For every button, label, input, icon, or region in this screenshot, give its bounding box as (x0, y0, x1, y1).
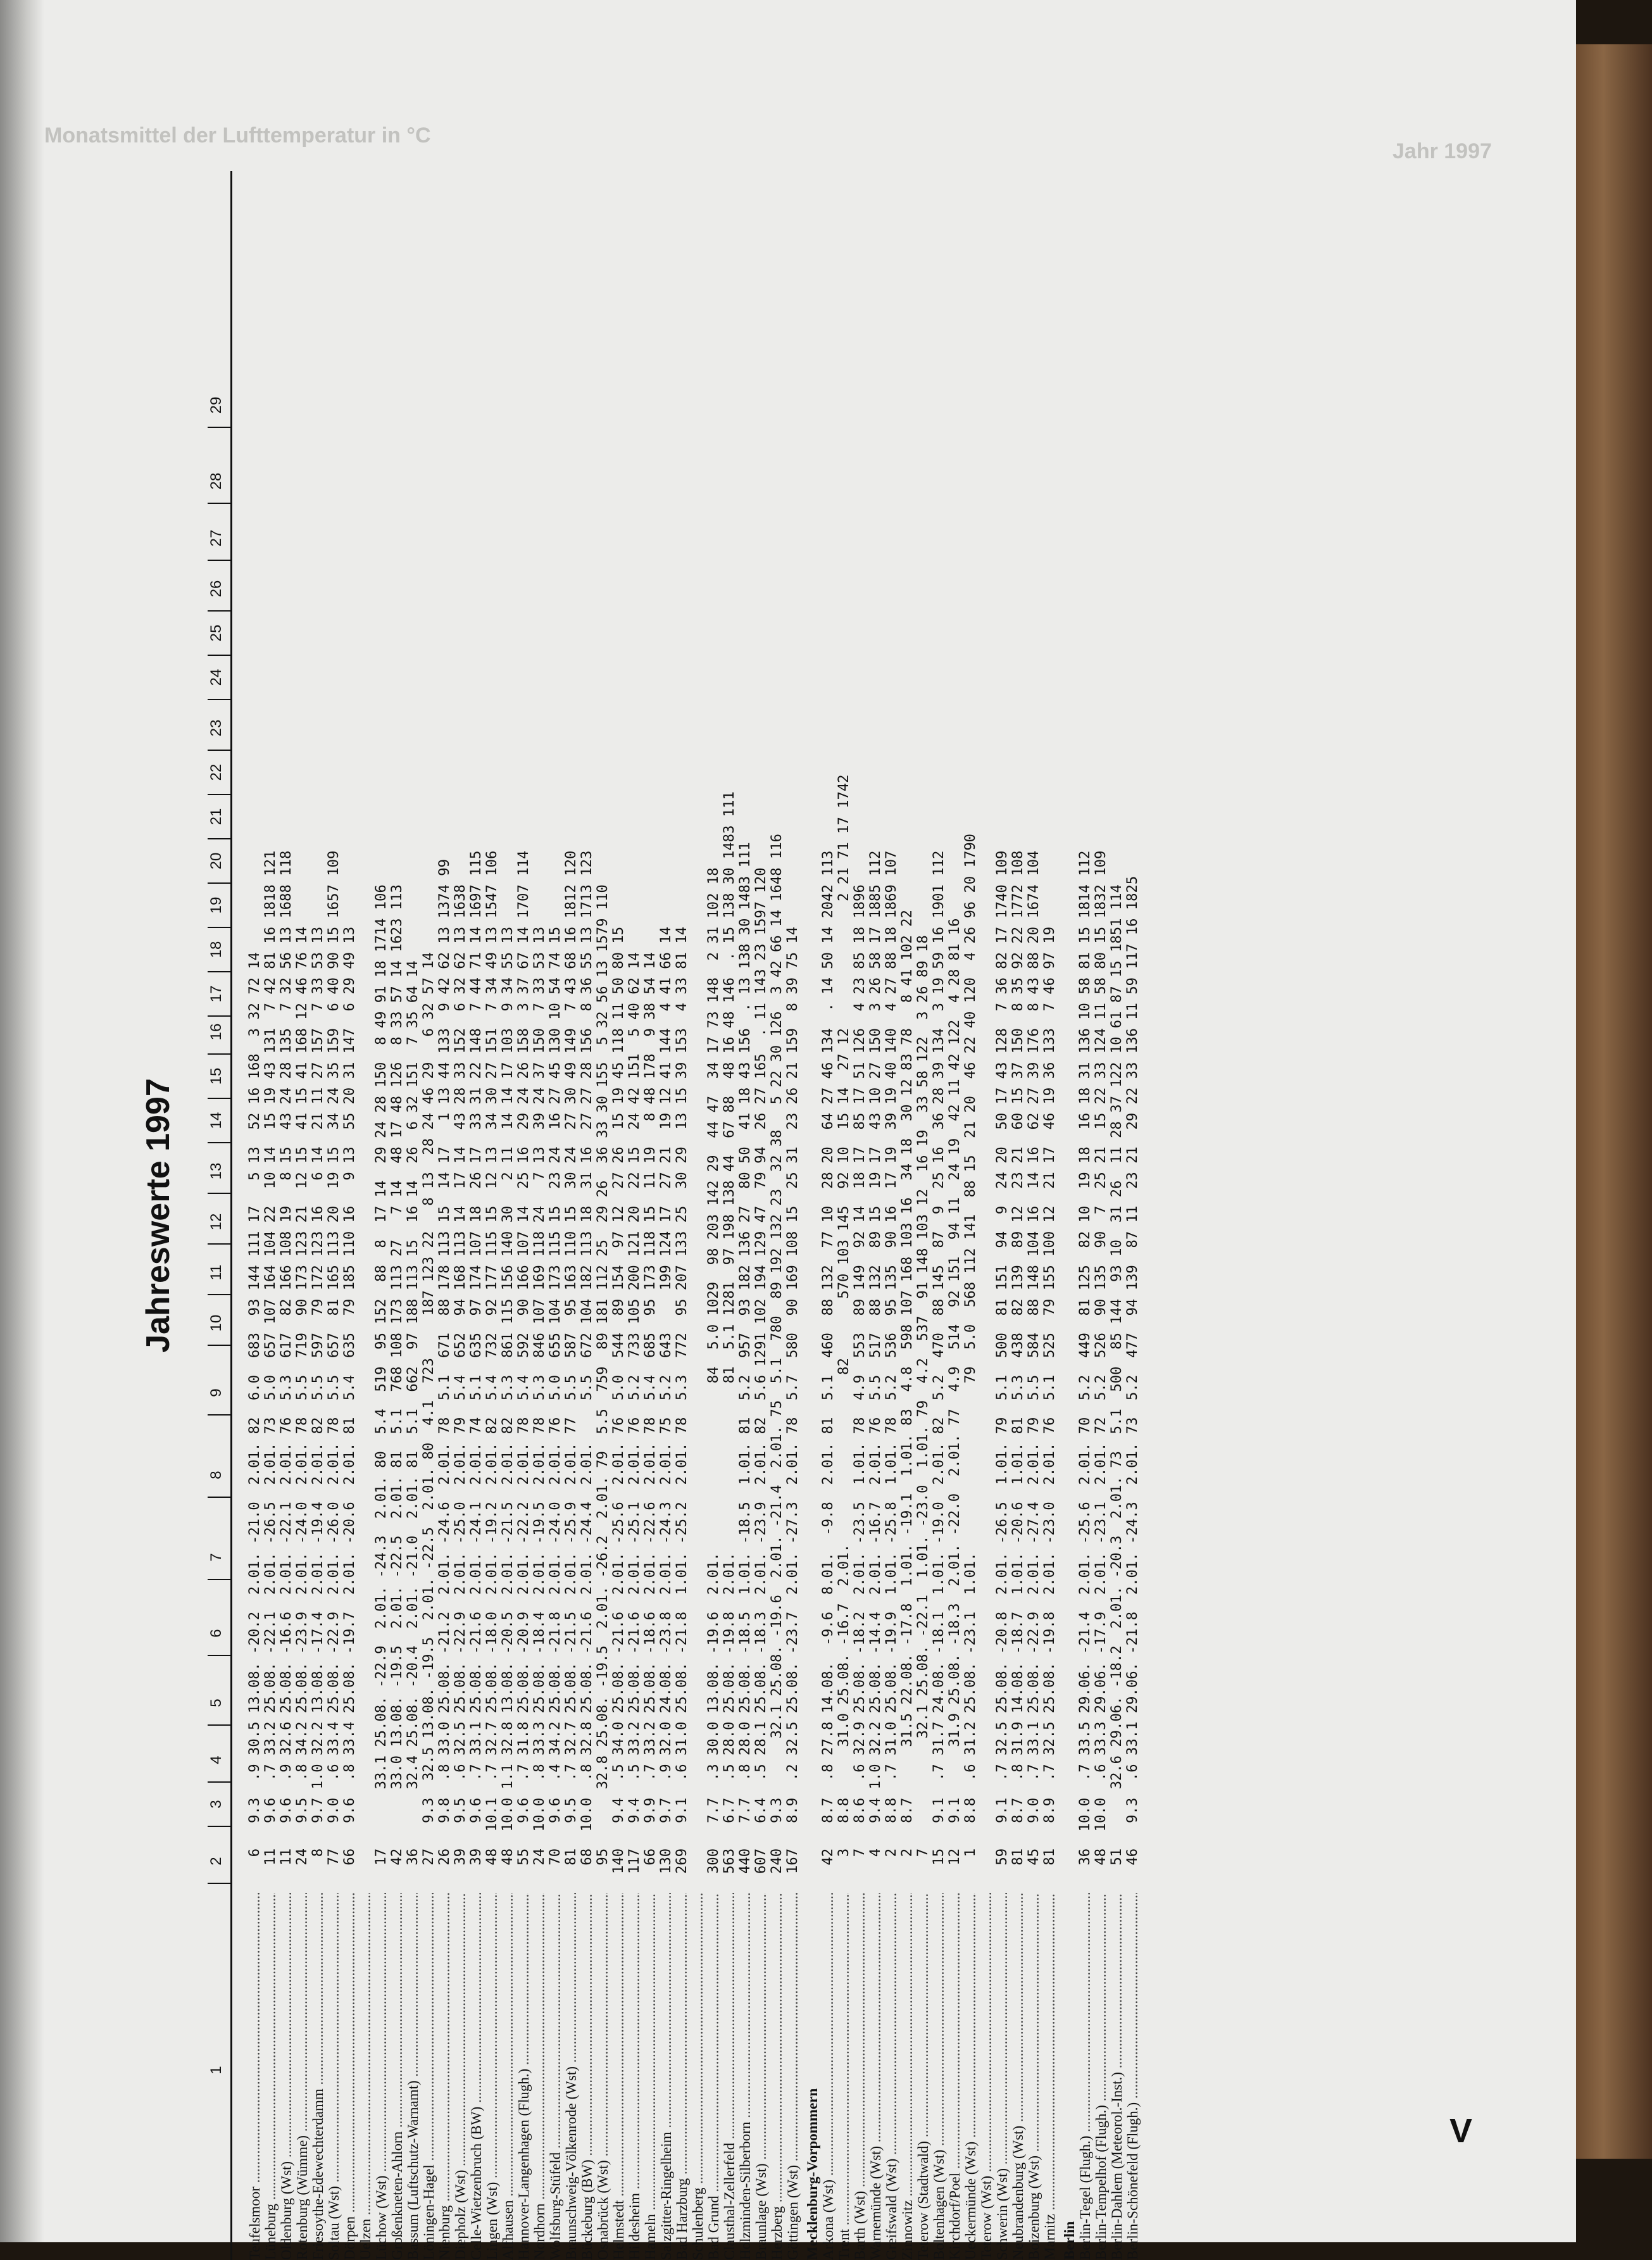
table-row (263, 171, 278, 2260)
column-header-14: 14 (208, 1112, 225, 1129)
table-row (563, 171, 579, 2260)
column-header-13: 13 (208, 1162, 225, 1180)
station-name: Schwerin (Wst) ..... (994, 1893, 1010, 2260)
station-values: 81 9.5 .7 32.7 25.08. -21.5 2.01. -25.9 2.01. 77 5.5 587 95 163 110 15 30 24 27 30 49 149 7 43 68 16 1812 120 (563, 850, 579, 1874)
table-row (1042, 171, 1058, 2260)
column-divider (208, 1724, 230, 1726)
table-row (722, 171, 737, 2260)
column-divider (208, 750, 230, 751)
station-name: Schulenberg ..... (690, 1893, 706, 2260)
station-values: 81 8.9 .7 32.5 25.08. -19.8 2.01. -23.0 2.01. 76 5.1 525 79 155 100 12 21 17 46 19 36 133 7 46 97 19 (1041, 926, 1058, 1874)
column-header-3: 3 (208, 1800, 225, 1809)
table-row (484, 171, 500, 2260)
station-name: Osnabrück (Wst) ..... (595, 1893, 611, 2260)
station-values: 15 9.1 .7 31.7 24.08. -18.1 1.01. -19.0 2.01. 82 5.2 470 88 145 87 9 25 16 36 28 39 134 3 19 59 16 1901 112 (930, 850, 947, 1874)
station-name: Alfhausen ..... (500, 1893, 516, 2260)
rotated-table-block (139, 171, 1481, 2260)
station-values: 36 32.4 25.08. -20.4 2.01. -21.0 2.01. 81 5.1 662 97 188 113 15 16 14 26 6 32 151 7 35 64 14 (404, 960, 421, 1874)
station-name: Barth (Wst) ..... (852, 1893, 868, 2260)
station-name: Göttingen (Wst) ..... (785, 1893, 801, 2260)
station-name: Arkona (Wst) ..... (820, 1893, 836, 2260)
table-row (405, 171, 421, 2260)
station-values: 130 9.7 .9 32.0 24.08. -23.8 2.01. -24.3 2.01. 75 5.2 643 199 124 17 27 21 19 12 41 144 4 41 66 14 (658, 926, 674, 1874)
station-name: Boizenburg (Wst) ..... (1026, 1893, 1042, 2260)
column-header-9: 9 (208, 1388, 225, 1397)
column-header-20: 20 (208, 852, 225, 870)
show-through-heading-left: Monatsmittel der Lufttemperatur in °C (44, 123, 431, 148)
column-header-27: 27 (208, 529, 225, 547)
column-divider (208, 794, 230, 795)
column-header-2: 2 (208, 1857, 225, 1866)
station-values: 48 10.1 .7 32.7 25.08. -18.0 2.01. -19.2 2.01. 82 5.4 732 92 177 115 15 12 13 34 30 27 151 7 34 49 13 1547 106 (484, 850, 500, 1874)
station-name: Helmstedt ..... (611, 1893, 627, 2260)
station-name: Soltau (Wst) ..... (326, 1893, 342, 2260)
column-divider (208, 1497, 230, 1498)
station-name: Hildesheim ..... (627, 1893, 642, 2260)
station-name: Lüchow (Wst) ..... (373, 1893, 389, 2260)
table-row (532, 171, 548, 2260)
column-divider (208, 560, 230, 561)
table-row (595, 171, 611, 2260)
column-divider (208, 971, 230, 972)
page-gutter (0, 0, 44, 2242)
station-values: 42 8.7 .8 27.8 14.08. -9.6 8.01. -9.8 2.01. 81 5.1 460 88 132 77 10 28 20 64 27 46 134 . 14 50 14 2042 113 (820, 850, 836, 1874)
station-name: Kirchdorf/Poel ..... (947, 1893, 963, 2260)
column-header-22: 22 (208, 763, 225, 781)
column-header-29: 29 (208, 396, 225, 414)
station-name: Herzberg ..... (769, 1893, 785, 2260)
station-values: 27 9.3 32.5 13.08. -19.5 2.01. -22.5 2.01. 80 4.1 723 187 123 22 8 13 28 24 46 29 6 32 57 14 (420, 951, 437, 1874)
station-name: Lüneburg ..... (263, 1893, 278, 2260)
table-row (852, 171, 868, 2260)
table-row (947, 171, 963, 2260)
table-row (579, 171, 595, 2260)
column-header-18: 18 (208, 941, 225, 958)
station-values: 39 9.6 .7 33.1 25.08. -21.6 2.01. -24.1 2.01. 74 5.1 635 97 174 107 18 26 17 33 31 22 148 7 44 71 14 1697 115 (468, 850, 484, 1874)
table-row (642, 171, 658, 2260)
station-values: 55 9.6 .7 31.8 25.08. -20.9 2.01. -22.2 2.01. 78 5.4 592 90 166 107 14 25 16 29 24 26 158 3 37 67 14 1707 114 (515, 850, 532, 1874)
station-values: 563 6.7 .5 28.0 25.08. -19.8 2.01. 81 5.1 1281 97 198 138 44 67 88 48 16 48 146 . 15 138 30 1483 111 (721, 791, 737, 1874)
table-row (278, 171, 294, 2260)
table-row (690, 171, 706, 2260)
table-row (915, 171, 931, 2260)
column-header-4: 4 (208, 1755, 225, 1764)
table-row (769, 171, 785, 2260)
column-header-7: 7 (208, 1553, 225, 1562)
station-name: Berlin (1061, 2221, 1077, 2260)
station-values: 3 8.8 31.0 25.08. -16.7 2.01. 82 570 103 145 92 10 15 14 27 12 2 21 71 17 1742 (835, 774, 852, 1874)
table-row (342, 171, 358, 2260)
column-divider (208, 1414, 230, 1416)
station-name: Großenkneten-Ahlorn ..... (389, 1893, 405, 2260)
column-divider (208, 655, 230, 656)
column-header-1: 1 (208, 2066, 225, 2075)
table-row (611, 171, 627, 2260)
column-header-28: 28 (208, 472, 225, 490)
section-header-row (1061, 171, 1077, 2260)
station-values: 12 9.1 31.9 25.08. -18.3 2.01. -22.0 2.01. 77 4.9 514 92 151 94 11 24 19 42 11 42 122 4 28 81 16 (946, 918, 963, 1874)
table-row (658, 171, 674, 2260)
table-row (1093, 171, 1109, 2260)
table-row (868, 171, 884, 2260)
station-values: 1 8.8 .6 31.2 25.08. -23.1 1.01. 79 5.0 568 112 141 88 15 21 20 46 22 40 120 4 26 96 20 1790 (962, 833, 979, 1874)
table-row (884, 171, 899, 2260)
station-values: 440 7.7 .8 28.0 25.08. -18.5 1.01. -18.5 1.01. 81 5.2 957 93 182 136 27 80 50 41 18 43 156 . 13 138 30 1483 111 (737, 842, 753, 1874)
column-divider (208, 1655, 230, 1656)
table-row (548, 171, 563, 2260)
station-values: 42 33.0 13.08. -19.5 2.01. -22.5 2.01. 81 5.1 768 108 173 113 27 7 14 48 17 48 126 8 33 57 14 1623 113 (389, 884, 405, 1874)
station-name: Bad Harzburg ..... (674, 1893, 690, 2260)
table-row (389, 171, 405, 2260)
table-row (247, 171, 263, 2260)
station-values: 59 9.1 .7 32.5 25.08. -20.8 2.01. -26.5 1.01. 79 5.1 500 81 151 94 9 24 20 50 17 43 128 7 36 82 17 1740 109 (994, 850, 1010, 1874)
table-row (1077, 171, 1093, 2260)
station-name: Nienburg ..... (437, 1893, 453, 2260)
column-header-8: 8 (208, 1471, 225, 1479)
station-name: Holzminden-Silberborn ..... (737, 1893, 753, 2260)
station-name: Marnitz ..... (1042, 1893, 1058, 2260)
table-row (310, 171, 326, 2260)
column-header-23: 23 (208, 719, 225, 737)
column-header-6: 6 (208, 1629, 225, 1638)
column-divider (208, 427, 230, 428)
station-name: Mecklenburg-Vorpommern (804, 2088, 820, 2260)
station-values: 77 9.0 .6 33.4 25.08. -22.9 2.01. -26.0 2.01. 78 5.5 657 81 165 113 20 19 15 34 24 35 159 6 40 90 15 1657 109 (325, 850, 342, 1874)
station-values: 167 8.9 .2 32.5 25.08. -23.7 2.01. -27.3 2.01. 78 5.7 580 90 169 108 15 25 31 23 26 21 159 8 39 75 14 (784, 926, 801, 1874)
table-row (326, 171, 342, 2260)
station-values: 81 8.7 .8 31.9 14.08. -18.7 1.01. -20.6 1.01. 81 5.3 438 82 139 89 12 23 21 60 15 37 150 8 35 92 22 1772 108 (1010, 850, 1026, 1874)
table-row (979, 171, 994, 2260)
station-values: 269 9.1 .6 31.0 25.08. -21.8 1.01. -25.2 2.01. 78 5.3 772 95 207 133 25 30 29 13 15 39 153 4 33 81 14 (673, 926, 690, 1874)
station-values: 11 9.6 .7 33.2 25.08. -22.1 2.01. -26.5 2.01. 73 5.0 657 107 164 104 22 10 14 15 19 43 131 7 42 81 16 1818 121 (262, 850, 278, 1874)
station-name: Berlin-Dahlem (Meteorol.-Inst.) ..... (1109, 1893, 1125, 2260)
table-row (753, 171, 769, 2260)
table-row (785, 171, 801, 2260)
station-name: Trent ..... (836, 1893, 852, 2260)
station-name: Uelzen ..... (358, 1893, 373, 2260)
column-header-25: 25 (208, 624, 225, 642)
column-divider (208, 1098, 230, 1099)
column-header-21: 21 (208, 808, 225, 826)
station-name: Friesoythe-Edewechterdamm ..... (310, 1893, 326, 2260)
column-header-11: 11 (208, 1264, 225, 1281)
station-name: Clausthal-Zellerfeld ..... (722, 1893, 737, 2260)
station-name: Lingen (Wst) ..... (484, 1893, 500, 2260)
station-values: 66 9.6 .8 33.4 25.08. -19.7 2.01. -20.6 2.01. 81 5.4 635 79 185 110 16 9 13 55 20 31 147 6 29 49 13 (341, 926, 358, 1874)
station-name: Teufelsmoor ..... (247, 1893, 263, 2260)
show-through-heading-right: Jahr 1997 (1392, 139, 1492, 163)
table-row (706, 171, 722, 2260)
station-table-body (247, 171, 1141, 2260)
table-row (1010, 171, 1026, 2260)
station-name: Diepholz (Wst) ..... (453, 1893, 468, 2260)
station-name: Celle-Wietzenbruch (BW) ..... (468, 1893, 484, 2260)
column-divider (208, 610, 230, 612)
station-name: Bückeburg (BW) ..... (579, 1893, 595, 2260)
station-name: Berlin-Schönefeld (Flugh.) ..... (1125, 1893, 1141, 2260)
table-row (468, 171, 484, 2260)
column-divider (208, 503, 230, 504)
table-row (899, 171, 915, 2260)
table-row (674, 171, 690, 2260)
station-name: Dörpen ..... (342, 1893, 358, 2260)
station-values: 117 9.4 .5 33.2 25.08. -21.6 2.01. -25.1 2.01. 76 5.2 733 105 200 121 20 22 15 24 42 151 5 40 62 14 (626, 951, 642, 1874)
table-row (294, 171, 310, 2260)
column-header-19: 19 (208, 896, 225, 914)
station-values: 607 6.4 .5 28.1 25.08. -18.3 2.01. -23.9 2.01. 82 5.6 1291 102 194 129 47 79 94 26 27 165 . 11 143 23 1597 120 (753, 867, 769, 1874)
column-header-24: 24 (208, 669, 225, 686)
column-header-12: 12 (208, 1213, 225, 1231)
station-name: Braunschweig-Völkenrode (Wst) ..... (563, 1893, 579, 2260)
station-values: 70 9.6 .4 34.2 25.08. -21.8 2.01. -24.0 2.01. 76 5.0 655 104 173 115 15 23 24 16 27 45 130 10 54 74 15 (547, 926, 563, 1874)
column-divider (208, 1781, 230, 1783)
column-header-row (208, 171, 232, 2260)
station-name: Oldenburg (Wst) ..... (278, 1893, 294, 2260)
table-row (1125, 171, 1141, 2260)
station-name: Berlin-Tegel (Flugh.) ..... (1077, 1893, 1093, 2260)
station-name: Löningen-Hagel ..... (421, 1893, 437, 2260)
station-values: 7 32.1 25.08. -22.1 1.01. -23.0 1.01. 79 4.2 537 91 148 103 12 16 19 33 58 122 3 26 89 18 (915, 935, 931, 1874)
station-name: Zinnowitz ..... (899, 1893, 915, 2260)
column-divider (208, 1579, 230, 1580)
station-name: Boltenhagen (Wst) ..... (931, 1893, 947, 2260)
table-row (358, 171, 373, 2260)
table-row (516, 171, 532, 2260)
column-header-16: 16 (208, 1023, 225, 1041)
column-divider (208, 927, 230, 928)
column-divider (208, 699, 230, 700)
station-values: 66 9.9 .7 33.2 25.08. -18.6 2.01. -22.6 2.01. 78 5.4 685 95 173 118 15 11 19 8 48 178 9 38 54 14 (642, 951, 658, 1874)
station-name: Hameln ..... (642, 1893, 658, 2260)
station-values: 45 9.0 .7 33.1 25.08. -22.9 2.01. -27.4 2.01. 79 5.5 584 88 148 104 16 14 16 62 27 39 176 8 43 88 20 1674 104 (1025, 850, 1042, 1874)
column-divider (208, 1345, 230, 1346)
table-row (627, 171, 642, 2260)
table-row (1026, 171, 1042, 2260)
station-values: 48 10.0 .6 33.3 29.06. -17.9 2.01. -23.1 2.01. 72 5.2 526 90 135 90 7 25 21 15 22 33 124 11 58 80 15 1832 109 (1092, 850, 1109, 1874)
column-header-15: 15 (208, 1067, 225, 1085)
section-header-row (804, 171, 820, 2260)
page-title: Jahreswerte 1997 (140, 1078, 177, 1353)
station-name: Bassum (Luftschutz-Warnamt) ..... (405, 1893, 421, 2260)
station-values: 51 32.6 29.06. -18.2 2.01. -20.3 2.01. 73 5.1 500 85 144 93 10 31 26 11 28 37 122 10 61 87 15 1851 114 (1108, 884, 1125, 1874)
table-row (820, 171, 836, 2260)
station-name: Salzgitter-Ringelheim ..... (658, 1893, 674, 2260)
column-divider (208, 1193, 230, 1194)
station-name: Neubrandenburg (Wst) ..... (1010, 1893, 1026, 2260)
table-row (500, 171, 516, 2260)
table-row (994, 171, 1010, 2260)
station-values: 7 8.6 .6 32.9 25.08. -18.2 2.01. -23.5 1.01. 78 4.9 553 89 149 92 14 18 17 85 17 51 126 4 23 85 18 1896 (851, 884, 868, 1874)
column-header-17: 17 (208, 985, 225, 1003)
station-values: 36 10.0 .7 33.5 29.06. -21.4 2.01. -25.6 2.01. 70 5.2 449 81 125 82 10 19 18 16 18 31 136 10 58 81 15 1814 112 (1077, 850, 1093, 1874)
station-name: Braunlage (Wst) ..... (753, 1893, 769, 2260)
page-number: V (1449, 2112, 1473, 2150)
station-values: 24 10.0 .8 33.3 25.08. -18.4 2.01. -19.5 2.01. 78 5.3 846 107 169 118 24 7 13 39 24 37 150 7 33 53 13 (531, 926, 548, 1874)
table-row (931, 171, 947, 2260)
column-divider (208, 838, 230, 839)
station-values: 11 9.6 .9 32.6 25.08. -16.6 2.01. -22.1 2.01. 76 5.3 617 82 166 108 19 8 15 43 24 28 135 7 32 56 13 1688 118 (278, 850, 294, 1874)
station-values: 140 9.4 .5 34.0 25.08. -21.6 2.01. -25.6 2.01. 76 5.0 544 89 154 97 12 27 26 15 19 45 118 11 50 80 15 (610, 926, 627, 1874)
station-name: Rotenburg (Wümme) ..... (294, 1893, 310, 2260)
station-name: Wolfsburg-Stüfeld ..... (548, 1893, 563, 2260)
table-row (1109, 171, 1125, 2260)
station-values: 2 8.8 .7 31.0 25.08. -19.9 1.01. -25.8 1.01. 78 5.2 536 95 135 90 16 17 19 39 19 40 140 4 27 88 18 1869 107 (883, 850, 899, 1874)
station-values: 2 8.7 31.5 22.08. -17.8 1.01. -19.1 1.01. 83 4.8 598 107 168 103 16 34 18 30 12 83 78 8 41 102 22 (899, 910, 915, 1874)
column-divider (208, 1243, 230, 1245)
table-row (836, 171, 852, 2260)
station-name: Bad Grund ..... (706, 1893, 722, 2260)
station-name: Ueckermünde (Wst) ..... (963, 1893, 979, 2260)
column-header-26: 26 (208, 580, 225, 598)
column-divider (208, 1142, 230, 1143)
station-values: 24 9.5 .8 34.2 25.08. -23.9 2.01. -24.0 2.01. 78 5.5 719 90 173 123 21 12 15 41 15 41 168 12 46 76 14 (294, 926, 310, 1874)
station-values: 240 9.3 32.1 25.08. -19.6 2.01. -21.4 2.01. 75 5.1 780 89 192 132 23 32 38 5 22 30 126 3 42 66 14 1648 116 (768, 833, 785, 1874)
station-values: 39 9.5 .6 32.5 25.08. -22.9 2.01. -25.0 2.01. 79 5.4 652 94 168 113 14 17 14 43 28 33 152 6 32 62 13 1638 (452, 884, 468, 1874)
station-values: 300 7.7 .3 30.0 13.08. -19.6 2.01. 84 5.0 1029 98 203 142 29 44 47 34 17 73 148 2 31 102 18 (705, 867, 722, 1874)
column-divider (208, 1053, 230, 1055)
station-values: 68 10.0 .8 32.8 25.08. -21.6 2.01. -24.4 2.01. 5.5 672 104 182 113 18 31 16 27 27 28 156 8 36 55 13 1713 123 (579, 850, 595, 1874)
station-name: Hannover-Langenhagen (Flugh.) ..... (516, 1893, 532, 2260)
table-row (737, 171, 753, 2260)
station-values: 95 32.8 25.08. -19.5 2.01. -26.2 2.01. 79 5.5 759 89 181 112 25 29 26 36 33 30 155 5 32 56 13 1579 110 (594, 884, 611, 1874)
table-row (437, 171, 453, 2260)
station-values: 8 9.7 1.0 32.2 13.08. -17.4 2.01. -19.4 2.01. 82 5.5 597 79 172 123 16 6 14 21 11 27 157 7 33 53 13 (310, 926, 326, 1874)
station-values: 17 33.1 25.08. -22.9 2.01. -24.3 2.01. 80 5.4 519 95 152 88 8 17 14 29 24 28 150 8 49 91 18 1714 106 (373, 884, 389, 1874)
station-values: 6 9.3 .9 30.5 13.08. -20.2 2.01. -21.0 2.01. 82 6.0 683 93 144 111 17 5 13 52 16 168 3 32 72 14 (246, 951, 263, 1874)
column-divider (208, 882, 230, 884)
station-values: 26 9.8 .8 33.0 25.08. -21.2 2.01. -24.6 2.01. 78 5.1 671 88 178 113 15 14 17 1 13 44 133 9 42 62 13 1374 99 (436, 859, 453, 1874)
station-name: Berlin-Tempelhof (Flugh.) ..... (1093, 1893, 1109, 2260)
station-name: Teterow (Wst) ..... (979, 1893, 994, 2260)
column-header-5: 5 (208, 1698, 225, 1707)
station-name: Warnemünde (Wst) ..... (868, 1893, 884, 2260)
table-row (453, 171, 468, 2260)
station-name: Nordhorn ..... (532, 1893, 548, 2260)
column-divider (208, 1883, 230, 1884)
station-name: Greifswald (Wst) ..... (884, 1893, 899, 2260)
book-spine (1563, 44, 1652, 2159)
column-divider (208, 1015, 230, 1017)
table-row (963, 171, 979, 2260)
column-header-10: 10 (208, 1314, 225, 1332)
station-values: 48 10.0 1.1 32.8 13.08. -20.5 2.01. -21.5 2.01. 82 5.3 861 115 156 140 30 2 11 14 14 17 103 9 34 55 13 (499, 926, 516, 1874)
table-row (373, 171, 389, 2260)
station-values: 46 9.3 .6 33.1 29.06. -21.8 2.01. -24.3 2.01. 73 5.2 477 94 139 87 11 23 21 29 22 33 136 11 59 117 16 1825 (1124, 876, 1141, 1874)
column-divider (208, 1826, 230, 1827)
column-divider (208, 1294, 230, 1295)
table-row (421, 171, 437, 2260)
station-name: Teterow (Stadtwald) ..... (915, 1893, 931, 2260)
station-values: 4 9.4 1.0 32.2 25.08. -14.4 2.01. -16.7 2.01. 76 5.5 517 88 132 89 15 19 17 43 10 27 150 3 26 58 17 1885 112 (867, 850, 884, 1874)
